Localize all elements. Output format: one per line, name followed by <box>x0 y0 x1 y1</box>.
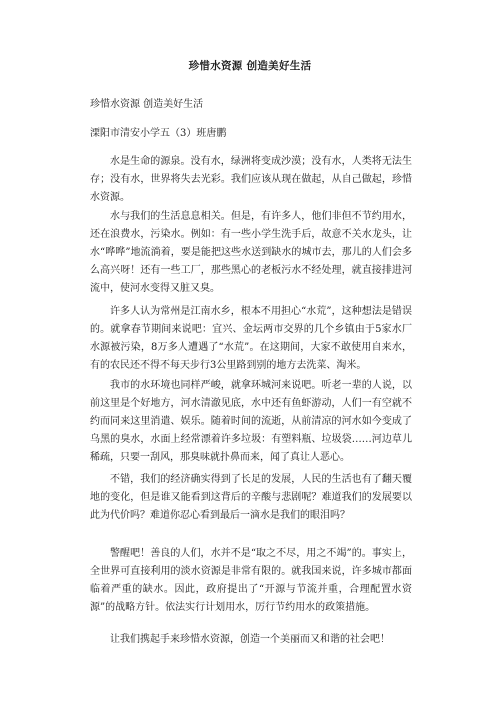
paragraph-3: 许多人认为常州是江南水乡，根本不用担心“水荒”，这种想法是错误的。就拿春节期间来说吧：宜兴、金坛两市交界的几个乡镇由于5家水厂水源被污染，8万多人遭遇了“水荒”。在这期间，大家不敢使用自来水，有的农民还不得不每天步行3公里路到别的地方去洗菜、淘米。 <box>90 306 412 371</box>
paragraph-4: 我市的水环境也同样严峻，就拿环城河来说吧。听老一辈的人说，以前这里是个好地方，河水清澈见底，水中还有鱼虾游动，人们一有空就不约而同来这里消遣、娱乐。随着时间的流逝，从前清凉的河水如今变成了乌黑的臭水，水面上经常漂着许多垃圾：有塑料瓶、垃圾袋……河边草儿稀疏，只要一刮风，那臭味就扑鼻而来，闻了真让人恶心。 <box>90 380 412 463</box>
paragraph-1: 水是生命的源泉。没有水，绿洲将变成沙漠；没有水，人类将无法生存；没有水，世界将失去光彩。我们应该从现在做起，从自己做起，珍惜水资源。 <box>90 156 412 203</box>
paragraph-6: 警醒吧！善良的人们，水并不是“取之不尽，用之不竭”的。事实上，全世界可直接利用的淡水资源是非常有限的。就我国来说，许多城市都面临着严重的缺水。因此，政府提出了“开源与节流并重，合理配置水资源”的战略方针。依法实行计划用水，厉行节约用水的政策措施。 <box>90 548 412 613</box>
paragraph-2: 水与我们的生活息息相关。但是，有许多人，他们非但不节约用水，还在浪费水，污染水。例如：有一些小学生洗手后，故意不关水龙头，让水“哗哗”地流淌着，要是能把这些水送到缺水的城市去，那儿的人们会多么高兴呀！还有一些工厂，那些黑心的老板污水不经处理，就直接排进河流中，使河水变得又脏又臭。 <box>90 211 412 294</box>
paragraph-7: 让我们携起手来珍惜水资源，创造一个美丽而又和谐的社会吧！ <box>110 634 390 645</box>
paragraph-5: 不错，我们的经济确实得到了长足的发展，人民的生活也有了翻天覆地的变化，但是谁又能看到这背后的辛酸与悲剧呢？难道我们的发展要以此为代价吗？难道你忍心看到最后一滴水是我们的眼泪吗？ <box>90 474 412 521</box>
author-line: 溧阳市清安小学五（3）班唐鹏 <box>90 128 227 139</box>
document-title: 珍惜水资源 创造美好生活 <box>188 60 312 72</box>
document-subtitle: 珍惜水资源 创造美好生活 <box>90 99 204 110</box>
